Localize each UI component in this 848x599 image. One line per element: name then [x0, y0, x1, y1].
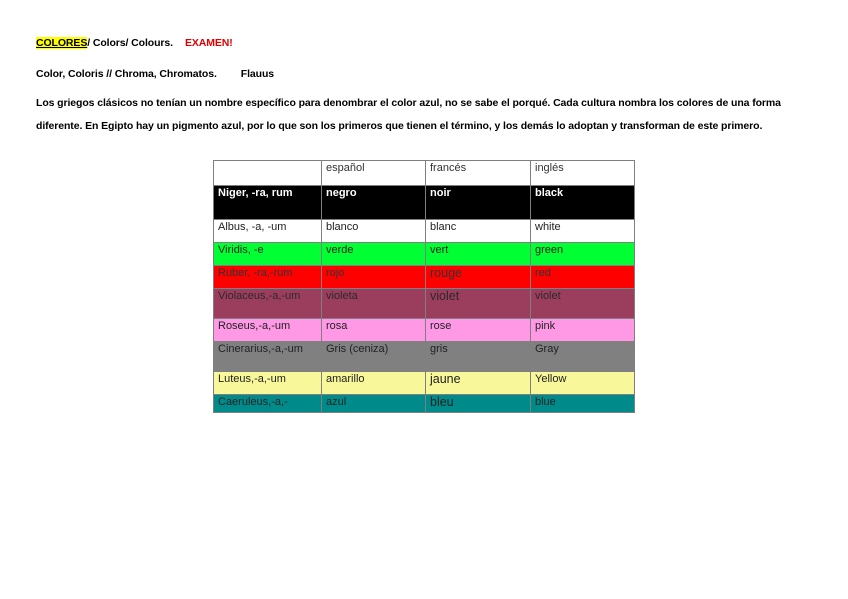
subtitle-line	[36, 68, 274, 80]
table-row	[214, 342, 635, 372]
latin-cell: Luteus,-a,-um	[214, 372, 322, 395]
header-cell-french: francés	[426, 161, 531, 186]
table-row	[214, 243, 635, 266]
header-cell-english: inglés	[531, 161, 635, 186]
latin-greek-terms: Color, Coloris // Chroma, Chromatos.	[36, 68, 217, 80]
spanish-cell: azul	[322, 395, 426, 413]
english-cell: Gray	[531, 342, 635, 372]
table-row	[214, 186, 635, 220]
latin-cell: Caeruleus,-a,-	[214, 395, 322, 413]
french-cell: blanc	[426, 220, 531, 243]
english-cell: Yellow	[531, 372, 635, 395]
french-cell: rose	[426, 319, 531, 342]
table-row	[214, 220, 635, 243]
table-row	[214, 266, 635, 289]
title-line	[36, 37, 233, 49]
spanish-cell: blanco	[322, 220, 426, 243]
english-cell: pink	[531, 319, 635, 342]
french-cell: jaune	[426, 372, 531, 395]
french-cell: gris	[426, 342, 531, 372]
paragraph-line-1: Los griegos clásicos no tenían un nombre específico para denombrar el color azul, no se sabe el porqué. Cada cultura nombra los colores de una forma	[36, 97, 781, 109]
title-variants: / Colors/ Colours.	[87, 37, 173, 49]
paragraph-line-2: diferente. En Egipto hay un pigmento azul, por lo que son los primeros que tienen el término, y los demás lo adoptan y transforman de este primero.	[36, 120, 763, 132]
english-cell: blue	[531, 395, 635, 413]
spanish-cell: rosa	[322, 319, 426, 342]
spanish-cell: Gris (ceniza)	[322, 342, 426, 372]
table-header-row	[214, 161, 635, 186]
table-row	[214, 319, 635, 342]
table-row	[214, 289, 635, 319]
latin-cell: Niger, -ra, rum	[214, 186, 322, 220]
latin-cell: Cinerarius,-a,-um	[214, 342, 322, 372]
header-cell-spanish: español	[322, 161, 426, 186]
english-cell: red	[531, 266, 635, 289]
color-names-table	[213, 160, 635, 413]
english-cell: green	[531, 243, 635, 266]
spanish-cell: violeta	[322, 289, 426, 319]
latin-cell: Violaceus,-a,-um	[214, 289, 322, 319]
french-cell: noir	[426, 186, 531, 220]
spanish-cell: verde	[322, 243, 426, 266]
latin-cell: Albus, -a, -um	[214, 220, 322, 243]
table-row	[214, 372, 635, 395]
table-row	[214, 395, 635, 413]
flauus-term: Flauus	[240, 68, 275, 80]
spanish-cell: rojo	[322, 266, 426, 289]
french-cell: violet	[426, 289, 531, 319]
french-cell: vert	[426, 243, 531, 266]
english-cell: black	[531, 186, 635, 220]
latin-cell: Ruber, -ra,-rum	[214, 266, 322, 289]
header-cell-empty	[214, 161, 322, 186]
english-cell: white	[531, 220, 635, 243]
title-colores: COLORES	[36, 37, 88, 49]
exam-label: EXAMEN!	[184, 37, 233, 49]
french-cell: rouge	[426, 266, 531, 289]
latin-cell: Roseus,-a,-um	[214, 319, 322, 342]
spanish-cell: negro	[322, 186, 426, 220]
latin-cell: Viridis, -e	[214, 243, 322, 266]
spanish-cell: amarillo	[322, 372, 426, 395]
french-cell: bleu	[426, 395, 531, 413]
english-cell: violet	[531, 289, 635, 319]
